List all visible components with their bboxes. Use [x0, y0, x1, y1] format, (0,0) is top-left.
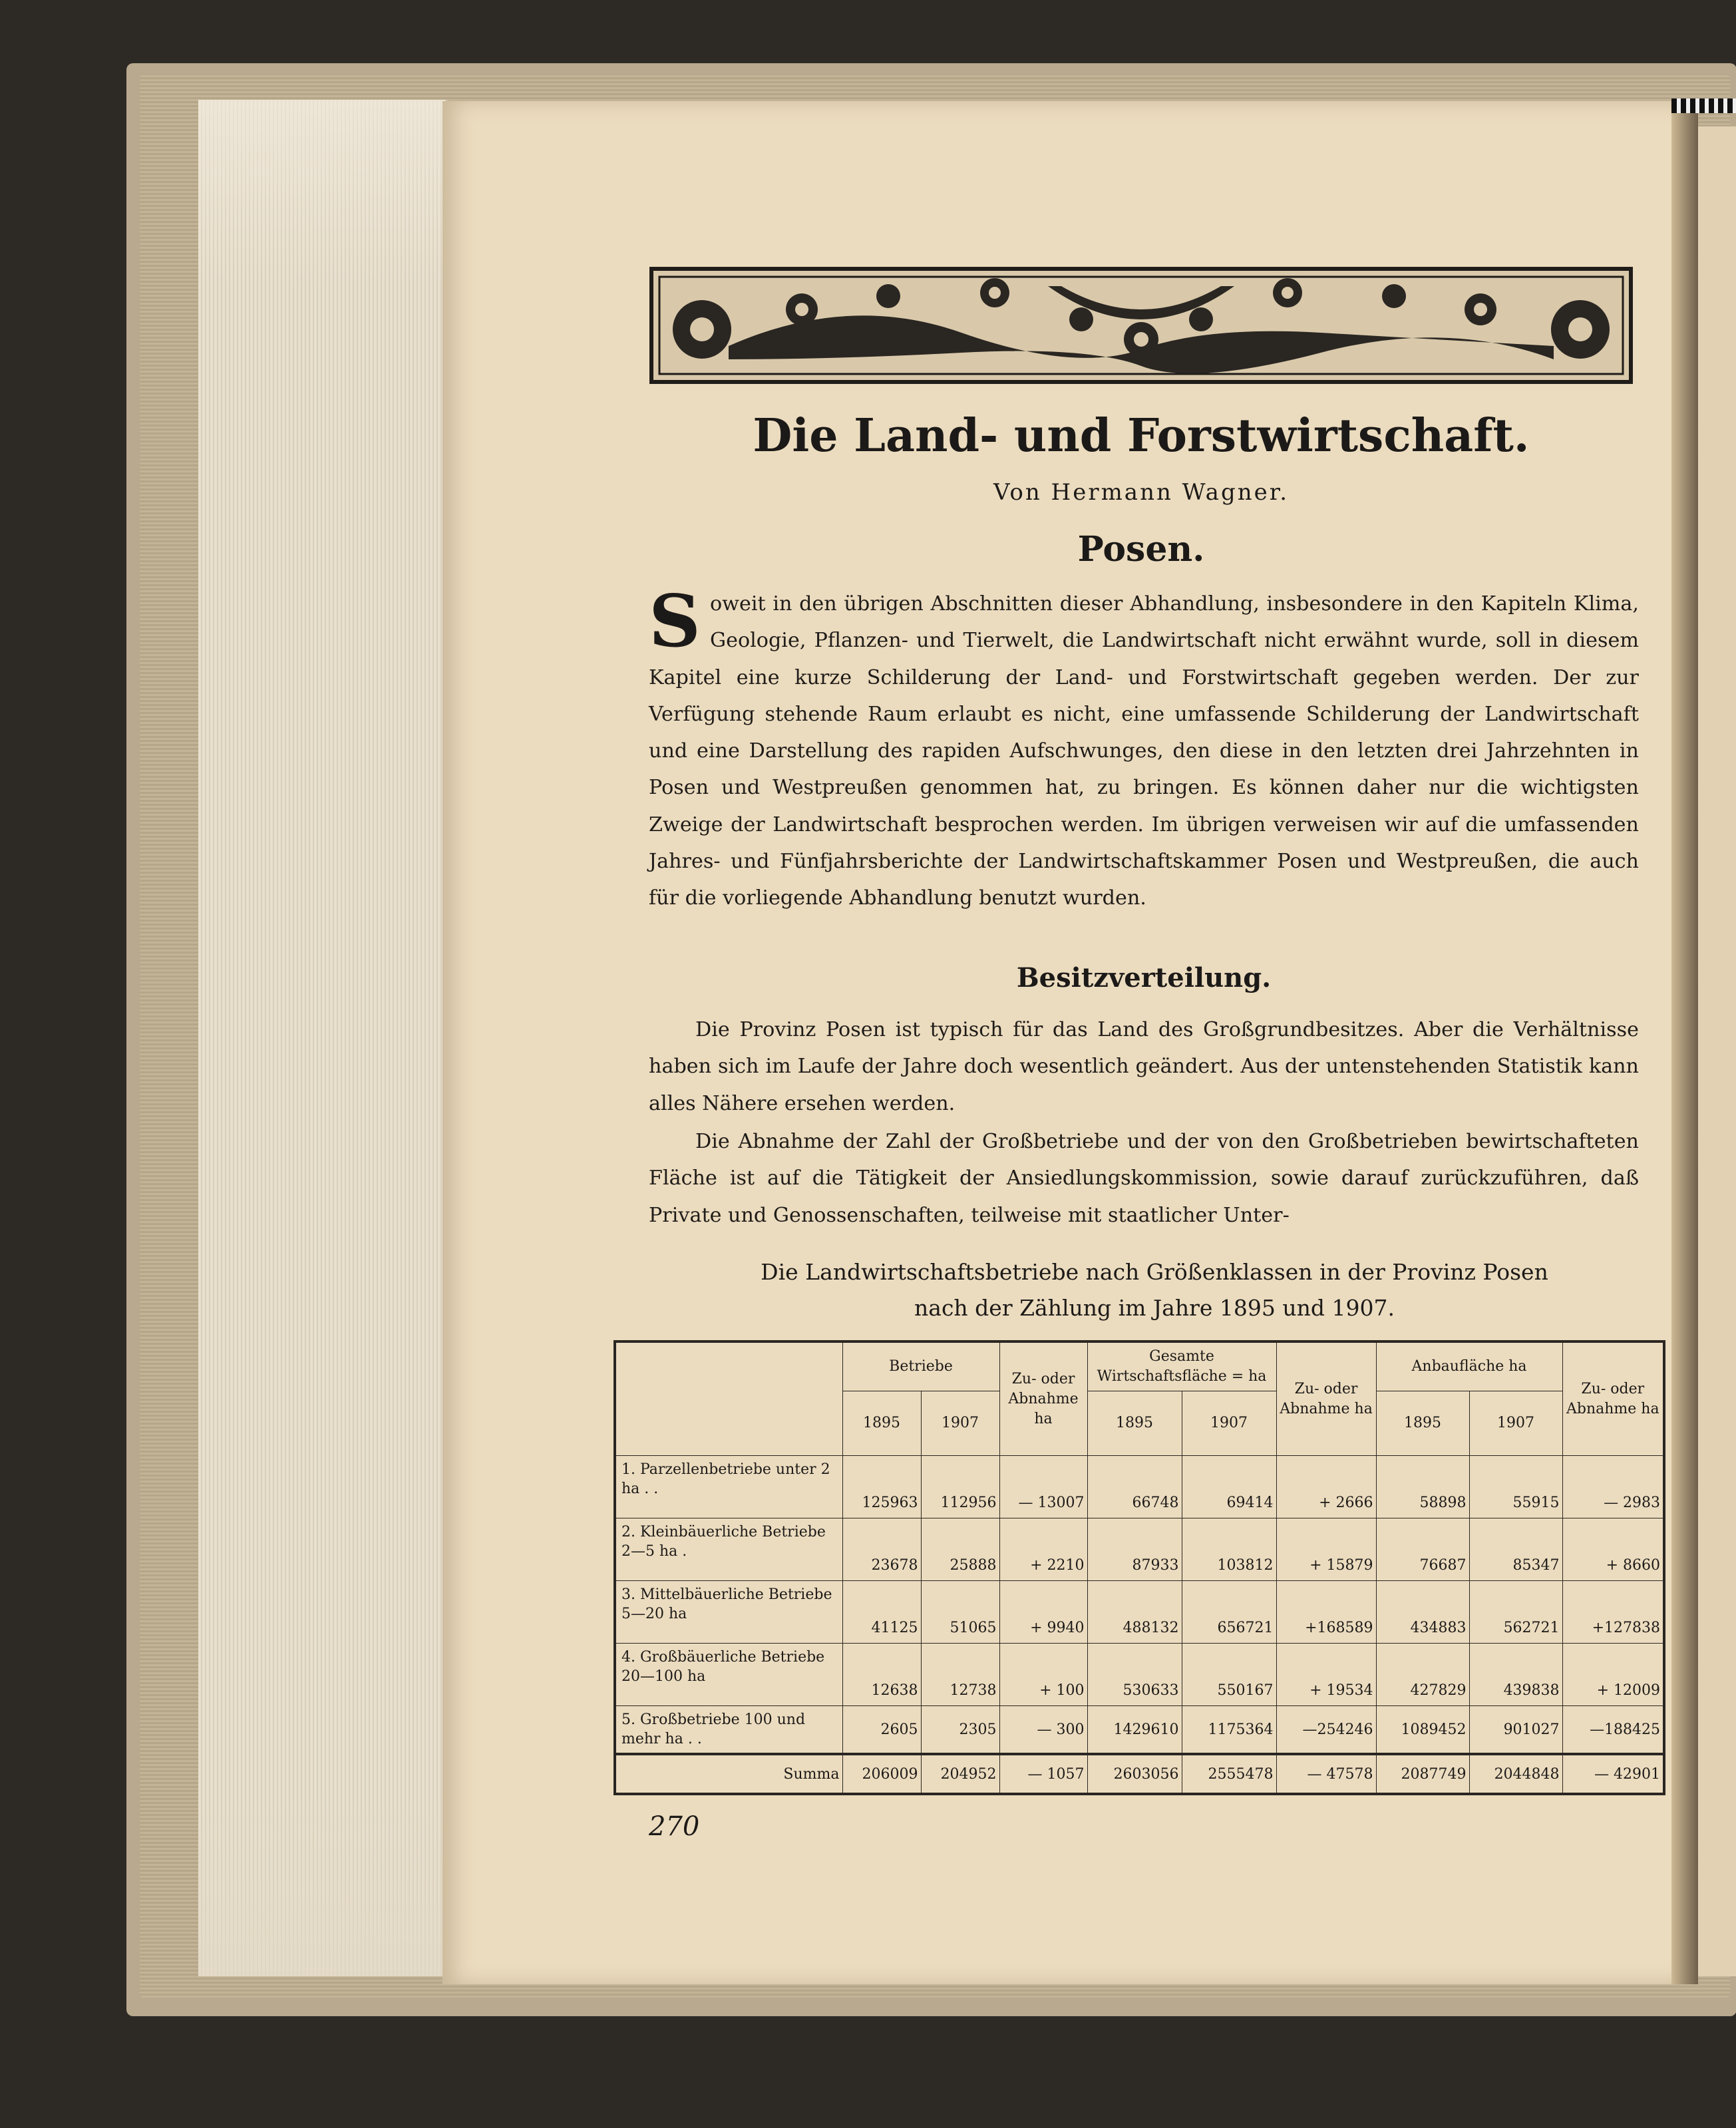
header-empty — [615, 1341, 842, 1456]
sum-cell: 2603056 — [1087, 1754, 1182, 1794]
header-zu-flaeche: Zu- oder Abnahme ha — [1276, 1341, 1376, 1456]
statistics-table — [613, 1340, 1665, 1795]
header-wirtschaftsflaeche: Gesamte Wirtschaftsfläche = ha — [1087, 1341, 1276, 1391]
table-cell: 2305 — [921, 1706, 999, 1755]
page-title: Die Land- und Forstwirtschaft. — [753, 409, 1530, 462]
table-row — [615, 1456, 1664, 1518]
table-cell: 1429610 — [1087, 1706, 1182, 1755]
sum-cell: 204952 — [921, 1754, 999, 1794]
table-cell: 103812 — [1182, 1518, 1276, 1581]
decorative-header-ornament — [649, 266, 1634, 385]
row-label: 4. Großbäuerliche Betriebe 20—100 ha — [615, 1644, 842, 1706]
table-cell: —254246 — [1276, 1706, 1376, 1755]
row-label: 3. Mittelbäuerliche Betriebe 5—20 ha — [615, 1581, 842, 1644]
table-cell: —188425 — [1562, 1706, 1664, 1755]
table-cell: + 2210 — [999, 1518, 1087, 1581]
table-cell: — 300 — [999, 1706, 1087, 1755]
header-year: 1907 — [1469, 1391, 1562, 1456]
table-cell: 12738 — [921, 1644, 999, 1706]
table-cell: 66748 — [1087, 1456, 1182, 1518]
table-cell: 12638 — [842, 1644, 921, 1706]
table-body — [615, 1456, 1664, 1755]
table-cell: +127838 — [1562, 1581, 1664, 1644]
table-cell: + 19534 — [1276, 1644, 1376, 1706]
table-cell: + 2666 — [1276, 1456, 1376, 1518]
caption-line-1: Die Landwirtschaftsbetriebe nach Größenklassen in der Provinz Posen — [761, 1259, 1548, 1285]
header-year: 1895 — [1087, 1391, 1182, 1456]
table-cell: 427829 — [1376, 1644, 1469, 1706]
table-cell: 112956 — [921, 1456, 999, 1518]
paragraph-provinz: Die Provinz Posen ist typisch für das Land des Großgrundbesitzes. Aber die Verhältnisse haben sich im Laufe der Jahre doch wesentlich geändert. Aus der untenstehenden Statistik kann alles Nähere ersehen werden. — [649, 1018, 1639, 1115]
table-cell: 530633 — [1087, 1644, 1182, 1706]
table-cell: + 9940 — [999, 1581, 1087, 1644]
table-cell: + 100 — [999, 1644, 1087, 1706]
table-cell: — 2983 — [1562, 1456, 1664, 1518]
intro-text: oweit in den übrigen Abschnitten dieser Abhandlung, insbesondere in den Kapiteln Klima, Geologie, Pflanzen- und Tierwelt, die Landwirtschaft nicht erwähnt wurde, soll in diesem Kapitel eine kurze Schilderung der Land- und Forstwirtschaft gegeben werden. Der zur Verfügung stehende Raum erlaubt es nicht, eine umfassende Schilderung der Landwirtschaft und eine Darstellung des rapiden Aufschwunges, den diese in den letzten drei Jahrzehnten in Posen und Westpreußen genommen hat, zu bringen. Es können daher nur die wichtigsten Zweige der Landwirtschaft besprochen werden. Im übrigen verweisen wir auf die umfassenden Jahres- und Fünfjahrsberichte der Landwirtschaftskammer Posen und Westpreußen, die auch für die vorliegende Abhandlung benutzt wurden. — [649, 592, 1639, 910]
row-label: 2. Kleinbäuerliche Betriebe 2—5 ha . — [615, 1518, 842, 1581]
sum-cell: 2044848 — [1469, 1754, 1562, 1794]
sum-cell: — 1057 — [999, 1754, 1087, 1794]
table-cell: 23678 — [842, 1518, 921, 1581]
table-row — [615, 1706, 1664, 1755]
table-cell: 550167 — [1182, 1644, 1276, 1706]
table-cell: 125963 — [842, 1456, 921, 1518]
intro-paragraph — [649, 580, 1639, 917]
table-cell: 656721 — [1182, 1581, 1276, 1644]
header-anbauflaeche: Anbaufläche ha — [1376, 1341, 1562, 1391]
header-zu-betriebe: Zu- oder Abnahme ha — [999, 1341, 1087, 1456]
table-cell: 41125 — [842, 1581, 921, 1644]
table-cell: 69414 — [1182, 1456, 1276, 1518]
table-cell: +168589 — [1276, 1581, 1376, 1644]
table-row-sum — [615, 1754, 1664, 1794]
sum-cell: — 42901 — [1562, 1754, 1664, 1794]
header-zu-anbau: Zu- oder Abnahme ha — [1562, 1341, 1664, 1456]
table-cell: 434883 — [1376, 1581, 1469, 1644]
table-row — [615, 1518, 1664, 1581]
header-betriebe: Betriebe — [842, 1341, 999, 1391]
section-heading-besitzverteilung: Besitzverteilung. — [1016, 962, 1272, 993]
header-year: 1907 — [1182, 1391, 1276, 1456]
table-cell: 439838 — [1469, 1644, 1562, 1706]
paragraph-abnahme: Die Abnahme der Zahl der Großbetriebe und der von den Großbetrieben bewirtschafteten Fläche ist auf die Tätigkeit der Ansiedlungskommission, sowie darauf zurückzuführen, daß Private und Genossenschaften, teilweise mit staatlicher Unter- — [649, 1130, 1639, 1227]
row-label: 1. Parzellenbetriebe unter 2 ha . . — [615, 1456, 842, 1518]
sum-label: Summa — [615, 1754, 842, 1794]
caption-line-2: nach der Zählung im Jahre 1895 und 1907. — [914, 1295, 1395, 1321]
table-cell: 488132 — [1087, 1581, 1182, 1644]
sum-cell: 206009 — [842, 1754, 921, 1794]
table-cell: 55915 — [1469, 1456, 1562, 1518]
table-cell: 25888 — [921, 1518, 999, 1581]
gutter-shadow — [1671, 101, 1698, 1984]
table-cell: 901027 — [1469, 1706, 1562, 1755]
table-cell: 1175364 — [1182, 1706, 1276, 1755]
row-label: 5. Großbetriebe 100 und mehr ha . . — [615, 1706, 842, 1755]
table-cell: 76687 — [1376, 1518, 1469, 1581]
table-cell: 2605 — [842, 1706, 921, 1755]
ribbon-marker — [1671, 98, 1736, 113]
page-number: 270 — [649, 1811, 700, 1842]
header-year: 1907 — [921, 1391, 999, 1456]
header-year: 1895 — [842, 1391, 921, 1456]
sum-cell: 2555478 — [1182, 1754, 1276, 1794]
table-caption — [649, 1254, 1660, 1326]
table-cell: 85347 — [1469, 1518, 1562, 1581]
table-cell: 51065 — [921, 1581, 999, 1644]
facing-page-edge — [1698, 126, 1736, 1976]
table-cell: 1089452 — [1376, 1706, 1469, 1755]
table-cell: + 15879 — [1276, 1518, 1376, 1581]
table-cell: 58898 — [1376, 1456, 1469, 1518]
sum-cell: 2087749 — [1376, 1754, 1469, 1794]
table-cell: — 13007 — [999, 1456, 1087, 1518]
section-heading-posen: Posen. — [1077, 529, 1205, 570]
table-cell: + 12009 — [1562, 1644, 1664, 1706]
header-year: 1895 — [1376, 1391, 1469, 1456]
sum-cell: — 47578 — [1276, 1754, 1376, 1794]
table-row — [615, 1581, 1664, 1644]
drop-cap: S — [649, 580, 701, 663]
table-cell: 87933 — [1087, 1518, 1182, 1581]
author-line: Von Hermann Wagner. — [993, 479, 1290, 506]
table-row — [615, 1644, 1664, 1706]
table-cell: 562721 — [1469, 1581, 1562, 1644]
table-cell: + 8660 — [1562, 1518, 1664, 1581]
